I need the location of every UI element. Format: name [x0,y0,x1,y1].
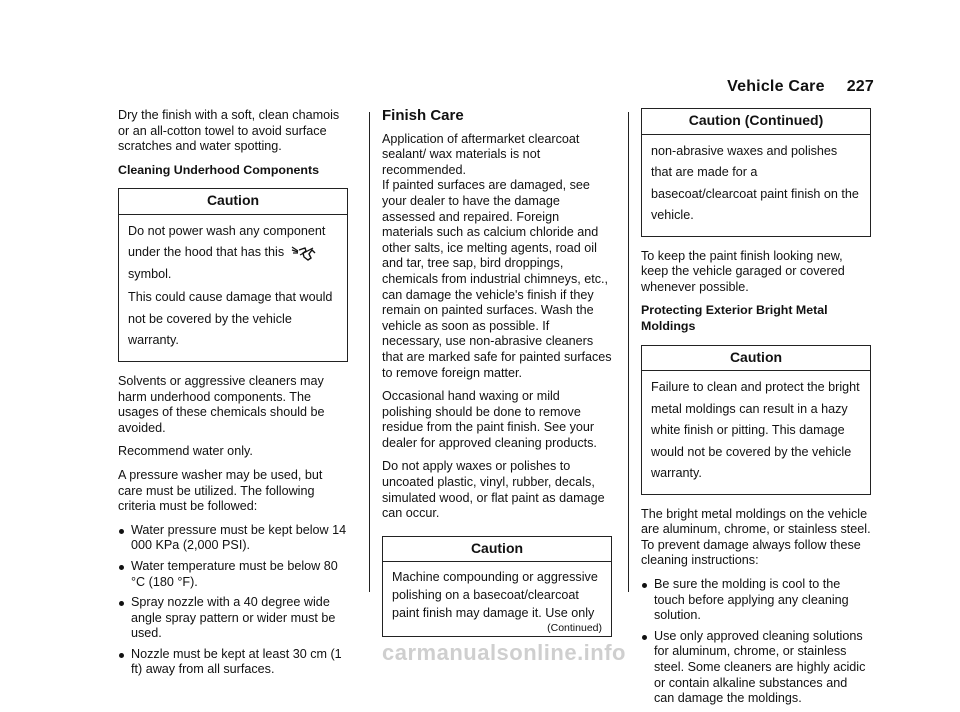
list-item: Nozzle must be kept at least 30 cm (1 ft) away from all surfaces. [118,647,348,678]
column-3 [641,108,871,712]
page-number: 227 [846,78,874,95]
watermark: carmanualsonline.info [382,640,626,665]
caution-box [641,345,871,495]
caution-text: Failure to clean and protect the bright metal moldings can result in a hazy white finish or pitting. This damage would not be covered by the vehicle warranty. [651,380,860,481]
paragraph: Recommend water only. [118,444,253,459]
subheading-underhood: Cleaning Underhood Components [118,162,319,177]
caution-body [642,135,870,236]
section-heading-finish-care: Finish Care [382,107,464,124]
power-wash-spray-icon [291,245,317,261]
paragraph: A pressure washer may be used, but care must be utilized. The following criteria must be followed: [118,467,323,514]
column-1 [118,108,348,683]
caution-text: non-abrasive waxes and polishes that are made for a basecoat/clearcoat paint finish on the vehicle. [651,143,859,223]
subheading-bright-metal: Protecting Exterior Bright Metal Moldings [641,303,828,333]
paragraph: If painted surfaces are damaged, see your dealer to have the damage assessed and repaired. Foreign materials such as calcium chloride and other salts, ice melting agents, road oil and tar, tree sap, bird droppings, chemicals from industrial chimneys, etc., can damage the vehicle's finish if they remain on painted surfaces. Wash the vehicle as soon as possible. If necessary, use non-abrasive cleaners that are marked safe for painted surfaces to remove foreign matter. [382,178,612,380]
paragraph: The bright metal moldings on the vehicle are aluminum, chrome, or stainless steel. To prevent damage always follow these cleaning instructions: [641,506,871,568]
caution-body [119,215,347,361]
caution-text: This could cause damage that would not be covered by the vehicle warranty. [128,290,333,348]
list-item: Spray nozzle with a 40 degree wide angle spray pattern or wider must be used. [118,595,348,642]
list-item: Use only approved cleaning solutions for aluminum, chrome, or stainless steel. Some cleaners are highly acidic or contain alkaline substances and can damage the moldings. [641,629,871,707]
paragraph: Solvents or aggressive cleaners may harm underhood components. The usages of these chemicals should be avoided. [118,373,325,435]
caution-text [128,221,338,286]
caution-text: Machine compounding or aggressive polishing on a basecoat/clearcoat paint finish may damage it. Use only [392,570,598,621]
caution-body [383,562,611,636]
column-divider [628,112,629,592]
paragraph: Application of aftermarket clearcoat sealant/ wax materials is not recommended. [382,131,580,177]
paragraph: Dry the finish with a soft, clean chamois or an all-cotton towel to avoid surface scratches and water spotting. [118,108,340,154]
paragraph: Do not apply waxes or polishes to uncoated plastic, vinyl, rubber, decals, simulated wood, or flat paint as damage can occur. [382,459,605,521]
caution-title: Caution [383,537,611,563]
page-header [727,78,874,96]
criteria-list [118,523,348,678]
continued-label: (Continued) [547,622,602,635]
caution-text-part: Do not power wash any component under the hood that has this [128,223,326,260]
section-title: Vehicle Care [727,78,825,95]
column-divider [369,112,370,592]
caution-box [382,536,612,638]
caution-title: Caution [119,189,347,215]
list-item: Water temperature must be below 80 °C (180 °F). [118,559,348,590]
list-item: Be sure the molding is cool to the touch before applying any cleaning solution. [641,577,871,624]
caution-box-continued [641,108,871,237]
caution-body [642,371,870,494]
list-item: Water pressure must be kept below 14 000 KPa (2,000 PSI). [118,523,348,554]
caution-text-part: symbol. [128,266,172,281]
caution-title: Caution [642,346,870,372]
paragraph: Occasional hand waxing or mild polishing should be done to remove residue from the paint finish. See your dealer for approved cleaning products. [382,389,597,450]
instructions-list [641,577,871,707]
column-2 [382,108,612,649]
caution-title: Caution (Continued) [642,109,870,135]
caution-box [118,188,348,362]
paragraph: To keep the paint finish looking new, keep the vehicle garaged or covered whenever possible. [641,248,845,294]
